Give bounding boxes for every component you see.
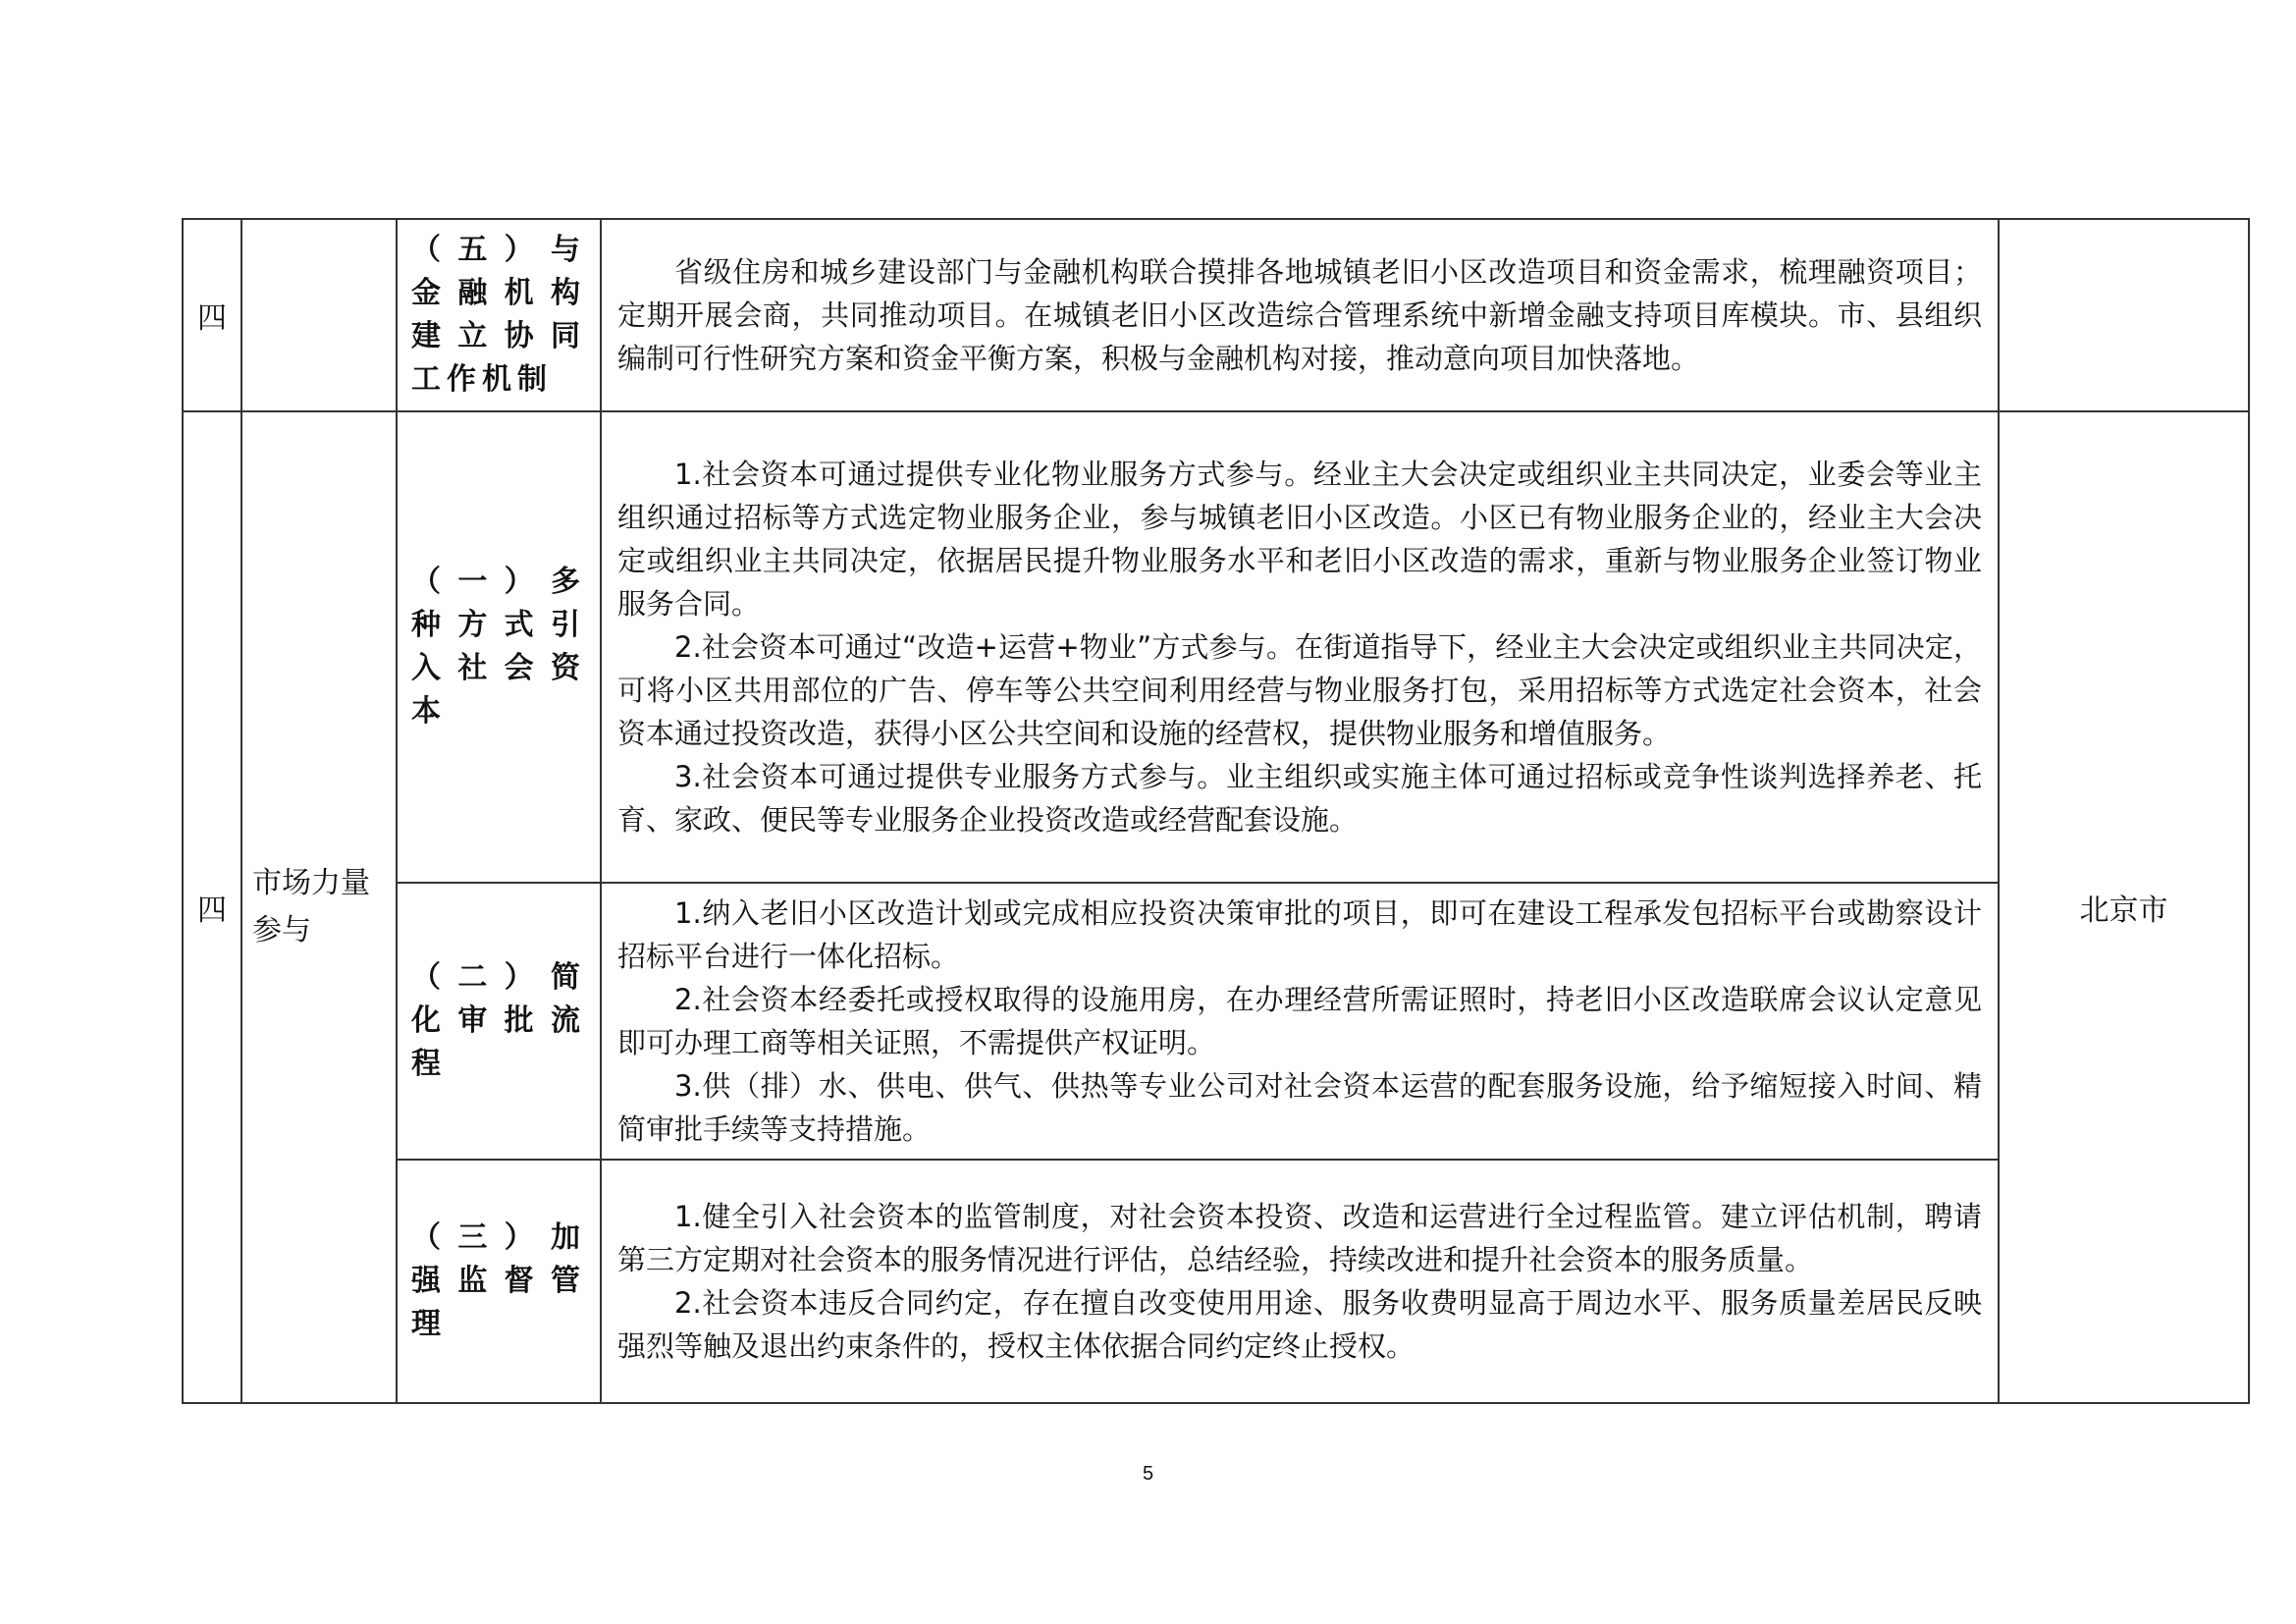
content-cell xyxy=(601,219,1999,411)
seq-cell: 四 xyxy=(183,219,241,411)
category-cell xyxy=(241,219,397,411)
content-paragraph: 1.社会资本可通过提供专业化物业服务方式参与。经业主大会决定或组织业主共同决定，业委会等业主组织通过招标等方式选定物业服务企业，参与城镇老旧小区改造。小区已有物业服务企业的，经业主大会决定或组织业主共同决定，依据居民提升物业服务水平和老旧小区改造的需求，重新与物业服务企业签订物业服务合同。 xyxy=(617,458,1982,621)
content-paragraph: 2.社会资本经委托或授权取得的设施用房，在办理经营所需证照时，持老旧小区改造联席会议认定意见即可办理工商等相关证照，不需提供产权证明。 xyxy=(617,983,1982,1059)
item-cell: （三）加强监督管理 xyxy=(397,1160,601,1403)
content-paragraph: 3.社会资本可通过提供专业服务方式参与。业主组织或实施主体可通过招标或竞争性谈判选择养老、托育、家政、便民等专业服务企业投资改造或经营配套设施。 xyxy=(617,760,1982,837)
content-cell xyxy=(601,411,1999,883)
content-paragraph: 1.纳入老旧小区改造计划或完成相应投资决策审批的项目，即可在建设工程承发包招标平台或勘察设计招标平台进行一体化招标。 xyxy=(617,896,1982,973)
city-cell: 北京市 xyxy=(1999,411,2249,1403)
content-paragraph: 省级住房和城乡建设部门与金融机构联合摸排各地城镇老旧小区改造项目和资金需求，梳理融资项目；定期开展会商，共同推动项目。在城镇老旧小区改造综合管理系统中新增金融支持项目库模块。市、县组织编制可行性研究方案和资金平衡方案，积极与金融机构对接，推动意向项目加快落地。 xyxy=(617,255,1982,375)
content-paragraph: 1.健全引入社会资本的监管制度，对社会资本投资、改造和运营进行全过程监管。建立评估机制，聘请第三方定期对社会资本的服务情况进行评估，总结经验，持续改进和提升社会资本的服务质量。 xyxy=(617,1200,1982,1276)
content-cell xyxy=(601,883,1999,1160)
item-cell: （五）与金融机构建立协同工作机制 xyxy=(397,219,601,411)
page-number: 5 xyxy=(1142,1463,1154,1485)
table-row xyxy=(183,883,2249,1160)
category-cell: 市场力量参与 xyxy=(241,411,397,1403)
item-cell: （一）多种方式引入社会资本 xyxy=(397,411,601,883)
content-paragraph: 2.社会资本违反合同约定，存在擅自改变使用用途、服务收费明显高于周边水平、服务质量差居民反映强烈等触及退出约束条件的，授权主体依据合同约定终止授权。 xyxy=(617,1286,1982,1363)
city-cell xyxy=(1999,219,2249,411)
content-paragraph: 2.社会资本可通过“改造+运营+物业”方式参与。在街道指导下，经业主大会决定或组织业主共同决定，可将小区共用部位的广告、停车等公共空间利用经营与物业服务打包，采用招标等方式选定社会资本，社会资本通过投资改造，获得小区公共空间和设施的经营权，提供物业服务和增值服务。 xyxy=(617,630,1982,750)
content-cell xyxy=(601,1160,1999,1403)
policy-table xyxy=(182,218,2250,1404)
table-row xyxy=(183,411,2249,883)
table-row xyxy=(183,219,2249,411)
table-row xyxy=(183,1160,2249,1403)
content-paragraph: 3.供（排）水、供电、供气、供热等专业公司对社会资本运营的配套服务设施，给予缩短接入时间、精简审批手续等支持措施。 xyxy=(617,1069,1982,1146)
seq-cell: 四 xyxy=(183,411,241,1403)
item-cell: （二）简化审批流程 xyxy=(397,883,601,1160)
